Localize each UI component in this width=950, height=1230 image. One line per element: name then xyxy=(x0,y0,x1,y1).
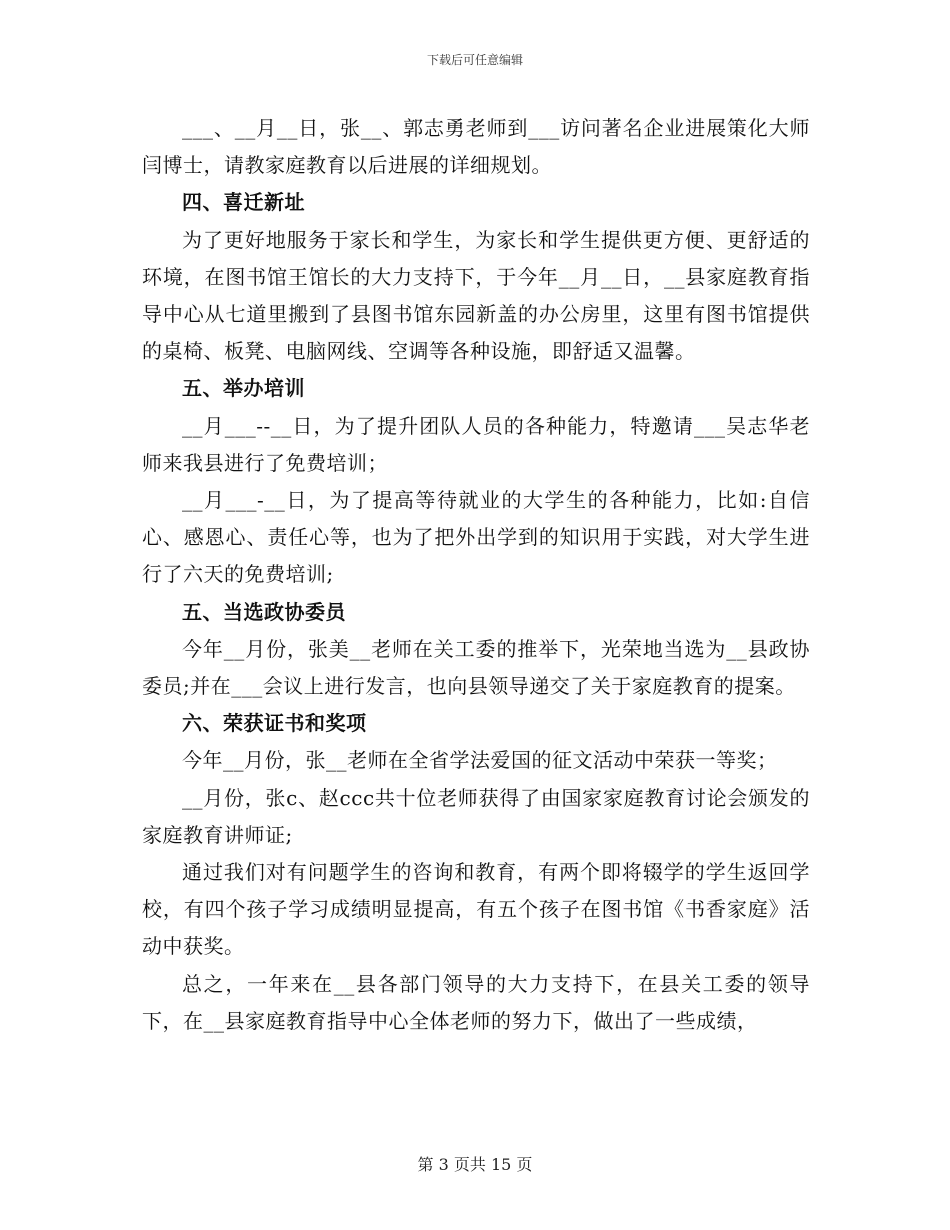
paragraph-award-essay: 今年__月份，张__老师在全省学法爱国的征文活动中荣获一等奖； xyxy=(182,748,778,773)
paragraph-award-certificate: __月份，张c、赵ccc共十位老师获得了由国家家庭教育讨论会颁发的家庭教育讲师证; xyxy=(142,785,810,847)
section-heading-cppcc: 五、当选政协委员 xyxy=(182,599,346,624)
page-header: 下载后可任意编辑 xyxy=(426,53,523,67)
paragraph-relocation: 为了更好地服务于家长和学生，为家长和学生提供更方便、更舒适的环境，在图书馆王馆长的大力支持下，于今年__月__日，__县家庭教育指导中心从七道里搬到了县图书馆东园新盖的办公房里，这里有图书馆提供的桌椅、板凳、电脑网线、空调等各种设施，即舒适又温馨。 xyxy=(142,227,810,364)
section-heading-awards: 六、荣获证书和奖项 xyxy=(182,711,367,736)
document-body xyxy=(142,110,810,1040)
paragraph-cppcc: 今年__月份，张美__老师在关工委的推举下，光荣地当选为__县政协委员;并在___会议上进行发言，也向县领导递交了关于家庭教育的提案。 xyxy=(142,636,810,699)
section-heading-relocation: 四、喜迁新址 xyxy=(182,190,305,215)
paragraph-training-students: __月___-__日，为了提高等待就业的大学生的各种能力，比如:自信心、感恩心、责任心等，也为了把外出学到的知识用于实践，对大学生进行了六天的免费培训; xyxy=(142,488,810,587)
paragraph-visit: ___、__月__日，张__、郭志勇老师到___访问著名企业进展策化大师闫博士，请教家庭教育以后进展的详细规划。 xyxy=(142,116,810,178)
paragraph-summary: 总之，一年来在__县各部门领导的大力支持下，在县关工委的领导下，在__县家庭教育指导中心全体老师的努力下，做出了一些成绩， xyxy=(142,971,810,1033)
paragraph-counseling-results: 通过我们对有问题学生的咨询和教育，有两个即将辍学的学生返回学校，有四个孩子学习成绩明显提高，有五个孩子在图书馆《书香家庭》活动中获奖。 xyxy=(142,860,810,959)
page-number: 第 3 页共 15 页 xyxy=(417,1155,533,1174)
section-heading-training: 五、举办培训 xyxy=(182,376,305,401)
paragraph-training-team: __月___--__日，为了提升团队人员的各种能力，特邀请___吴志华老师来我县进行了免费培训； xyxy=(142,413,810,475)
